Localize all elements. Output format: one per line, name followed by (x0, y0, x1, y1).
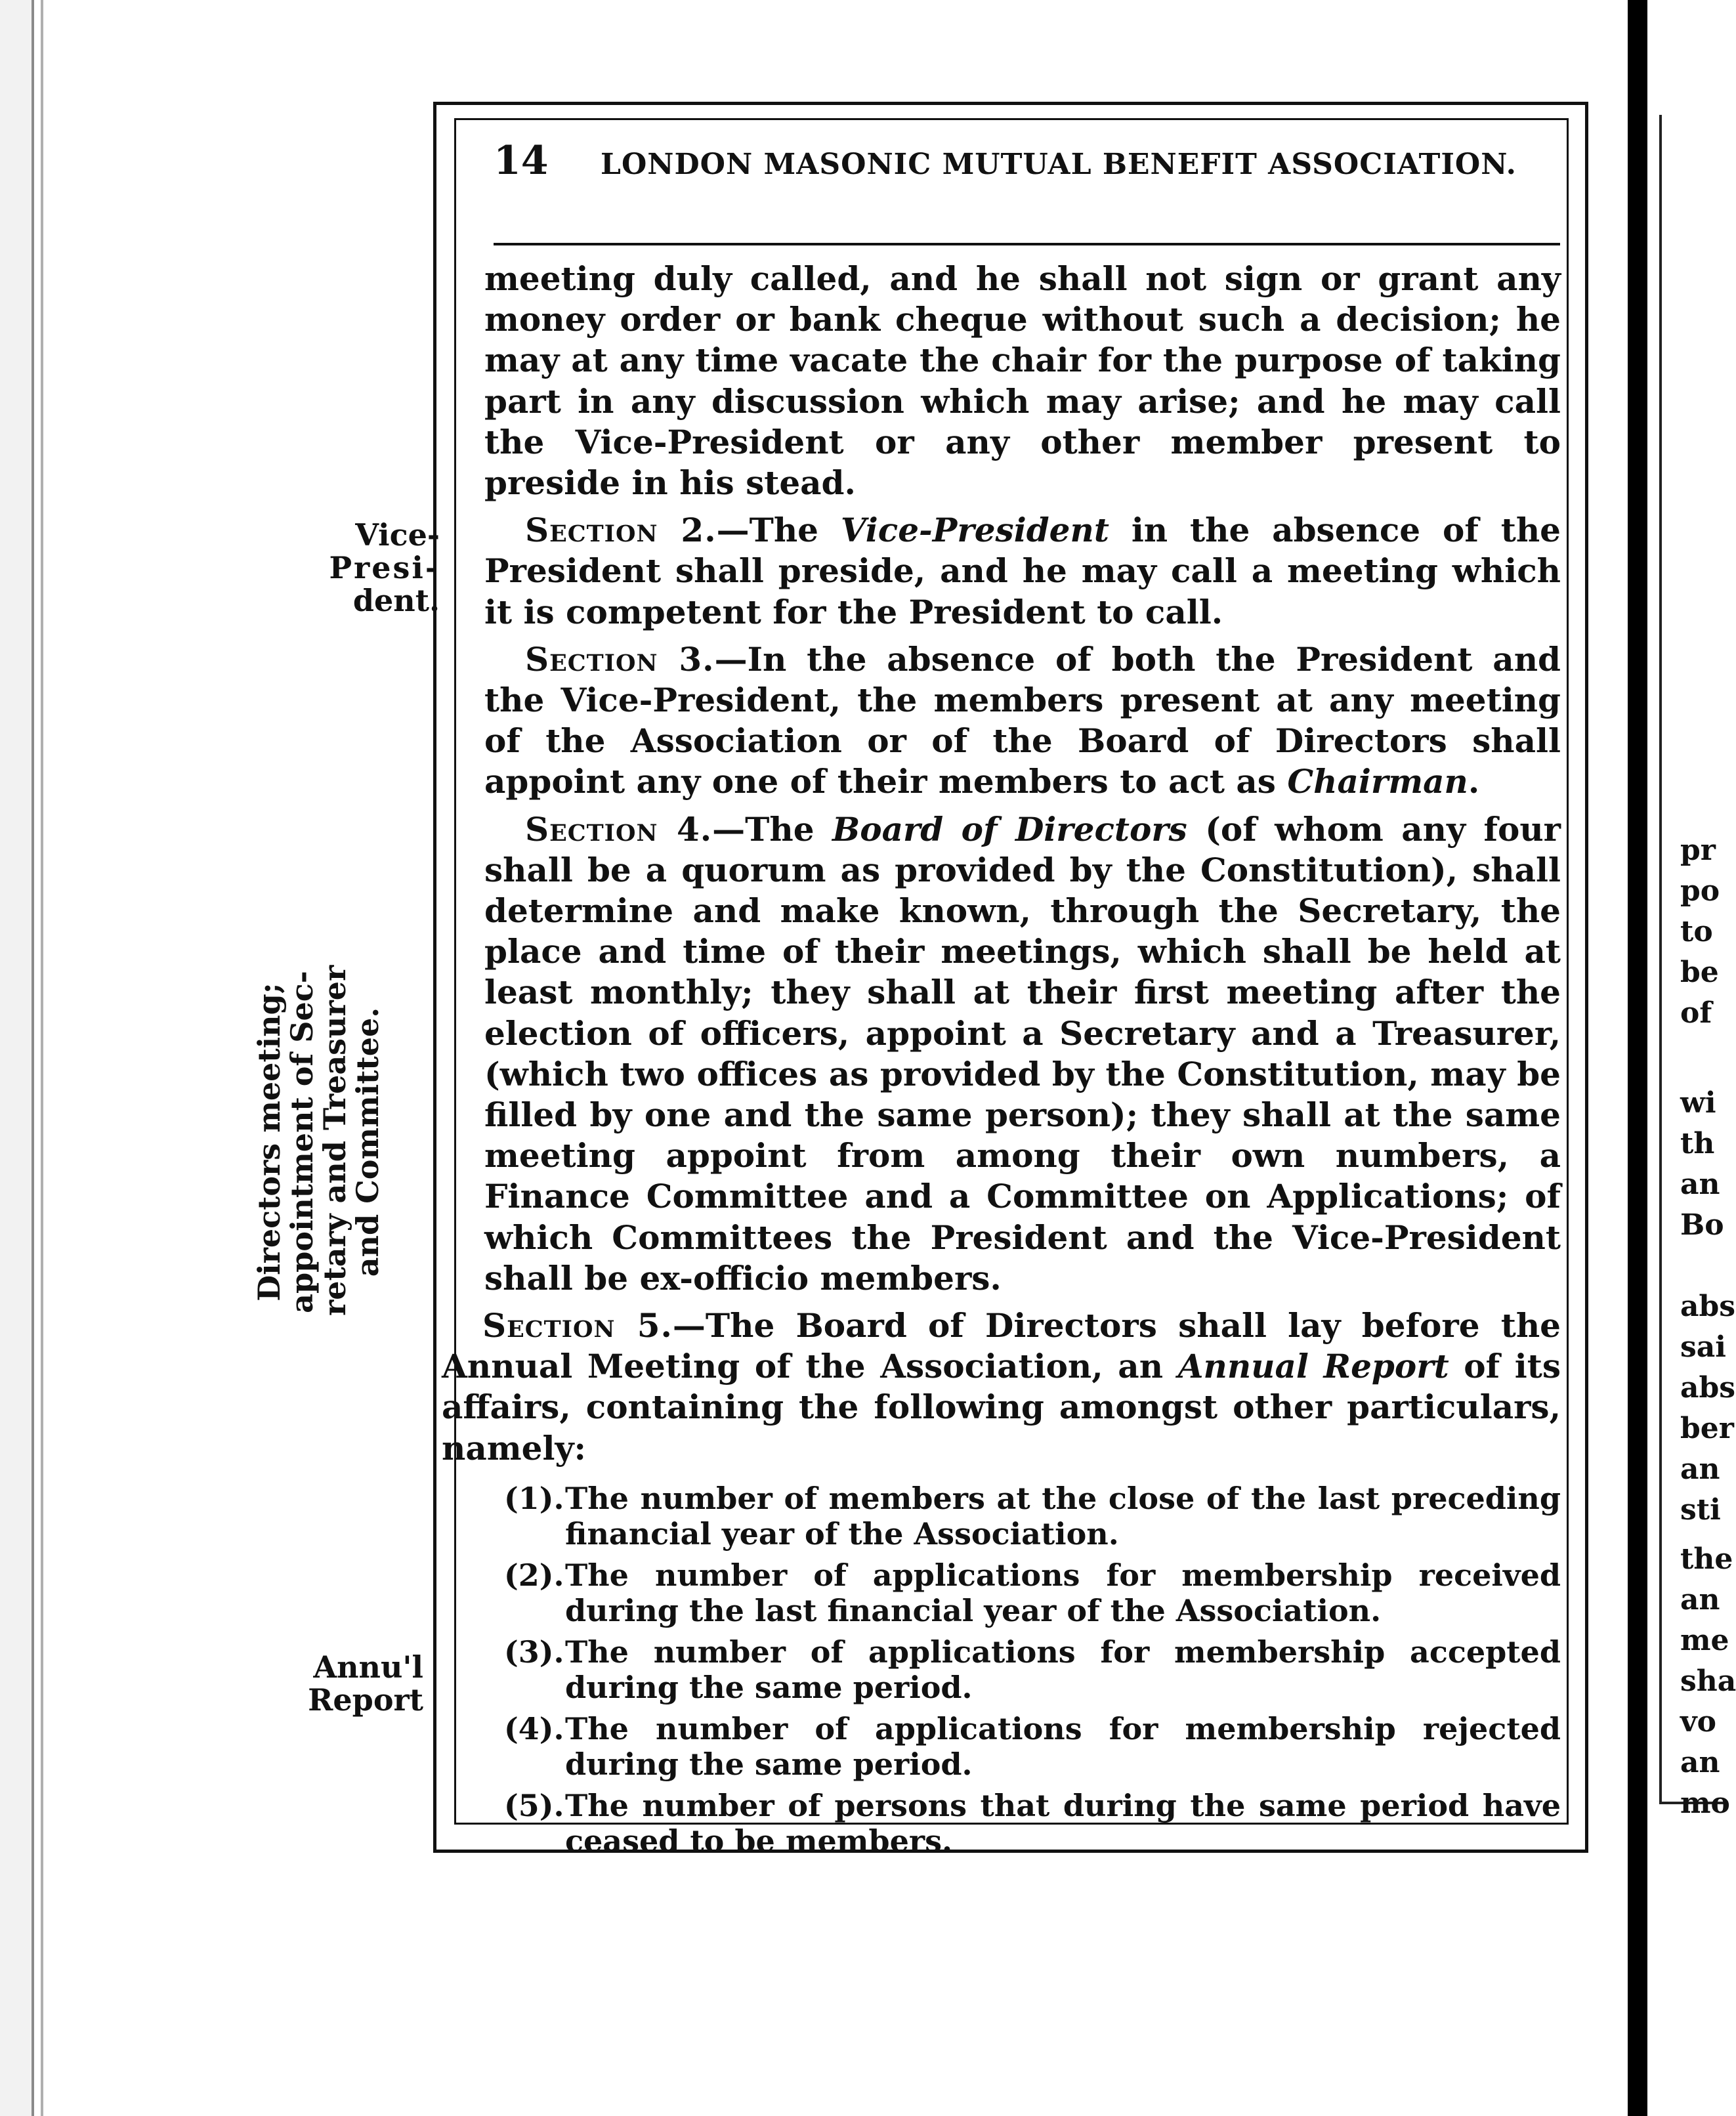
list-item (484, 1557, 1561, 1628)
adjacent-fragment: sti (1680, 1493, 1721, 1527)
section-term: Board of Directors (832, 809, 1187, 849)
adjacent-fragment: an (1680, 1452, 1720, 1486)
margin-note-line: Presi- (329, 550, 440, 585)
adjacent-fragment: an (1680, 1746, 1720, 1779)
adjacent-fragment: an (1680, 1168, 1720, 1201)
list-item (484, 1634, 1561, 1705)
margin-note-annual-report (269, 1651, 423, 1716)
running-title: LONDON MASONIC MUTUAL BENEFIT ASSOCIATION. (601, 148, 1517, 181)
margin-note-directors (251, 965, 385, 1316)
margin-note-line: Vice- (355, 517, 440, 553)
margin-note-line: appointment of Sec- (284, 971, 320, 1313)
item-number: (2). (504, 1557, 564, 1593)
adjacent-fragment: to (1680, 915, 1713, 948)
section-5 (442, 1305, 1561, 1469)
adjacent-page-frame (1659, 115, 1662, 1802)
binding-line (41, 0, 43, 2116)
margin-note-line: dent. (352, 583, 440, 618)
section-4 (484, 809, 1561, 1299)
adjacent-fragment: of (1680, 996, 1712, 1030)
item-text: The number of members at the close of the last preceding financial year of the Association. (565, 1480, 1561, 1552)
margin-note-line: Report (308, 1682, 423, 1718)
adjacent-fragment: the (1680, 1542, 1733, 1576)
page-number: 14 (494, 138, 549, 184)
item-number: (3). (504, 1634, 564, 1670)
section-text: in the absence of the President shall preside, and he may call a meeting which it is competent for the President to call. (484, 511, 1561, 631)
adjacent-fragment: sha (1680, 1664, 1736, 1698)
section-text: —The Board of Directors shall lay before the Annual Meeting of the Association, an (442, 1306, 1561, 1386)
adjacent-fragment: pr (1680, 834, 1716, 867)
item-number: (4). (504, 1710, 564, 1746)
section-term: Vice-President (840, 511, 1109, 550)
adjacent-fragment: mo (1680, 1787, 1730, 1820)
list-item (484, 1711, 1561, 1782)
margin-note-vice-president (289, 518, 440, 617)
list-item (484, 1481, 1561, 1552)
item-text: The number of persons that during the same period have ceased to be members. (565, 1787, 1561, 1859)
page-binding-edge (0, 0, 32, 2116)
section-text: —The (716, 511, 841, 550)
adjacent-fragment: abs (1680, 1290, 1736, 1323)
binding-line (32, 0, 34, 2116)
item-number: (1). (504, 1480, 564, 1516)
section-label: Section 2. (525, 511, 717, 550)
adjacent-fragment: me (1680, 1624, 1729, 1657)
item-text: The number of applications for membership accepted during the same period. (565, 1634, 1561, 1705)
section-label: Section 3. (525, 639, 715, 679)
section-text: —The (712, 809, 832, 849)
page-gutter (1628, 0, 1647, 2116)
report-items-list (484, 1481, 1561, 1859)
section-2 (484, 510, 1561, 633)
margin-note-line: Directors meeting; (251, 983, 287, 1301)
adjacent-fragment: Bo (1680, 1208, 1724, 1242)
continuation-paragraph: meeting duly called, and he shall not sign or grant any money order or bank cheque without such a decision; he may at any time vacate the chair for the purpose of taking part in any discussion which may arise; and he may call the Vice-President or any other member present to preside in his stead. (484, 259, 1561, 503)
section-3 (484, 639, 1561, 803)
list-item (484, 1788, 1561, 1859)
adjacent-fragment: th (1680, 1127, 1715, 1160)
margin-note-line: Annu'l (313, 1649, 423, 1685)
adjacent-fragment: vo (1680, 1705, 1716, 1739)
section-label: Section 5. (482, 1306, 673, 1345)
item-text: The number of applications for membership rejected during the same period. (565, 1710, 1561, 1782)
section-label: Section 4. (525, 809, 713, 849)
section-text: (of whom any four shall be a quorum as provided by the Constitution), shall determine and make known, through the Secretary, the place and time of their meetings, which shall be held at least monthly; they shall at their first meeting after the election of officers, appoint a Secretary and a Treasurer, (which two offices as provided by the Constitution, may be filled by one and the same person); they shall at the same meeting appoint from among their own numbers, a Finance Committee and a Committee on Applications; of which Committees the President and the Vice-President shall be ex-officio members. (484, 809, 1561, 1298)
section-text: . (1468, 762, 1480, 801)
section-text: —In the absence of both the President and the Vice-President, the members present at any meeting of the Association or of the Board of Directors shall appoint any one of their members to act as (484, 639, 1561, 801)
item-text: The number of applications for membership received during the last financial year of the Association. (565, 1557, 1561, 1628)
adjacent-fragment: abs (1680, 1371, 1736, 1405)
item-number: (5). (504, 1787, 564, 1823)
adjacent-fragment: ber (1680, 1412, 1734, 1445)
adjacent-fragment: wi (1680, 1086, 1716, 1120)
adjacent-fragment: sai (1680, 1330, 1726, 1364)
header-rule (494, 243, 1560, 245)
adjacent-fragment: be (1680, 956, 1719, 989)
adjacent-page (1647, 0, 1736, 2116)
adjacent-fragment: an (1680, 1583, 1720, 1617)
section-text: of its affairs, containing the following amongst other particulars, namely: (442, 1347, 1561, 1468)
margin-note-line: retary and Treasurer (317, 965, 352, 1316)
section-term: Chairman (1287, 762, 1468, 801)
section-term: Annual Report (1177, 1347, 1449, 1386)
page-body (442, 259, 1561, 1865)
margin-note-line: and Committee. (350, 1007, 385, 1277)
adjacent-fragment: po (1680, 874, 1720, 908)
